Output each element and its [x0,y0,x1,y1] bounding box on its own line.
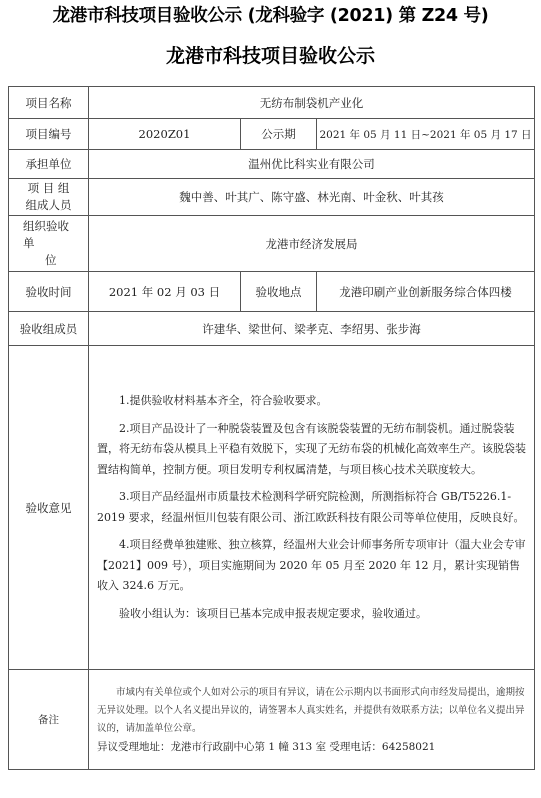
publicity-period-label: 公示期 [241,119,317,150]
org-unit-label-line1: 组织验收 [23,219,69,233]
row-inspectors [9,312,535,346]
row-org-unit [9,216,535,272]
org-unit-label-line3: 位 [45,253,57,267]
undertaker-label: 承担单位 [9,150,89,179]
acceptance-time-value: 2021 年 02 月 03 日 [89,272,241,312]
project-no-value: 2020Z01 [89,119,241,150]
row-project-name [9,87,535,119]
team-label [9,179,89,216]
inspectors-value: 许建华、梁世何、梁孝克、李绍男、张步海 [89,312,535,346]
publicity-period-value: 2021 年 05 月 11 日~2021 年 05 月 17 日 [317,119,535,150]
row-undertaker [9,150,535,179]
inspectors-label: 验收组成员 [9,312,89,346]
acceptance-place-value: 龙港印刷产业创新服务综合体四楼 [317,272,535,312]
row-opinion [9,346,535,670]
remarks-text: 市域内有关单位或个人如对公示的项目有异议，请在公示期内以书面形式向市经发局提出，逾期按无异议处理。以个人名义提出异议的，请签署本人真实姓名，并提供有效联系方法；以单位名义提出异议的，请加盖单位公章。 [97,686,525,734]
acceptance-table [8,86,535,770]
undertaker-value: 温州优比科实业有限公司 [89,150,535,179]
row-team [9,179,535,216]
opinion-body [89,346,535,670]
org-unit-label [9,216,89,272]
team-label-line2: 组成人员 [25,198,72,212]
team-value: 魏中善、叶其广、陈守盛、林光南、叶金秋、叶其孩 [89,179,535,216]
document-title: 龙港市科技项目验收公示 (龙科验字 (2021) 第 Z24 号) [52,6,489,26]
remarks-body [89,670,535,770]
remarks-label: 备注 [9,670,89,770]
row-project-no [9,119,535,150]
opinion-label: 验收意见 [9,346,89,670]
opinion-paragraph: 4.项目经费单独建账、独立核算，经温州大业会计师事务所专项审计（温大业会专审【2021】009 号），项目实施期间为 2020 年 05 月至 2020 年 12 月，累计实现销售收入 324.6 万元。 [97,538,526,592]
team-label-line1: 项 目 组 [27,181,70,195]
document-subtitle: 龙港市科技项目验收公示 [165,45,375,67]
opinion-paragraph: 2.项目产品设计了一种脱袋装置及包含有该脱袋装置的无纺布制袋机。通过脱袋装置，将无纺布袋从模具上平稳有效脱下，实现了无纺布袋的机械化高效率生产。该脱袋装置结构简单，控制方便。项目发明专利权属清楚，与项目核心技术关联度较大。 [97,421,526,476]
project-no-label: 项目编号 [9,119,89,150]
row-acceptance [9,272,535,312]
acceptance-place-label: 验收地点 [241,272,317,312]
project-name-label: 项目名称 [9,87,89,119]
project-name-value: 无纺布制袋机产业化 [89,87,535,119]
opinion-conclusion: 验收小组认为：该项目已基本完成申报表规定要求，验收通过。 [119,606,427,620]
remarks-contact: 异议受理地址：龙港市行政副中心第 1 幢 313 室 受理电话：64258021 [97,740,436,753]
org-unit-value: 龙港市经济发展局 [89,216,535,272]
row-remarks [9,670,535,770]
opinion-paragraph: 1.提供验收材料基本齐全，符合验收要求。 [119,394,328,407]
org-unit-label-line2: 单 [23,236,35,250]
acceptance-time-label: 验收时间 [9,272,89,312]
opinion-paragraph: 3.项目产品经温州市质量技术检测科学研究院检测，所测指标符合 GB/T5226.1-2019 要求，经温州恒川包装有限公司、浙江欧跃科技有限公司等单位使用，反映良好。 [97,490,525,524]
